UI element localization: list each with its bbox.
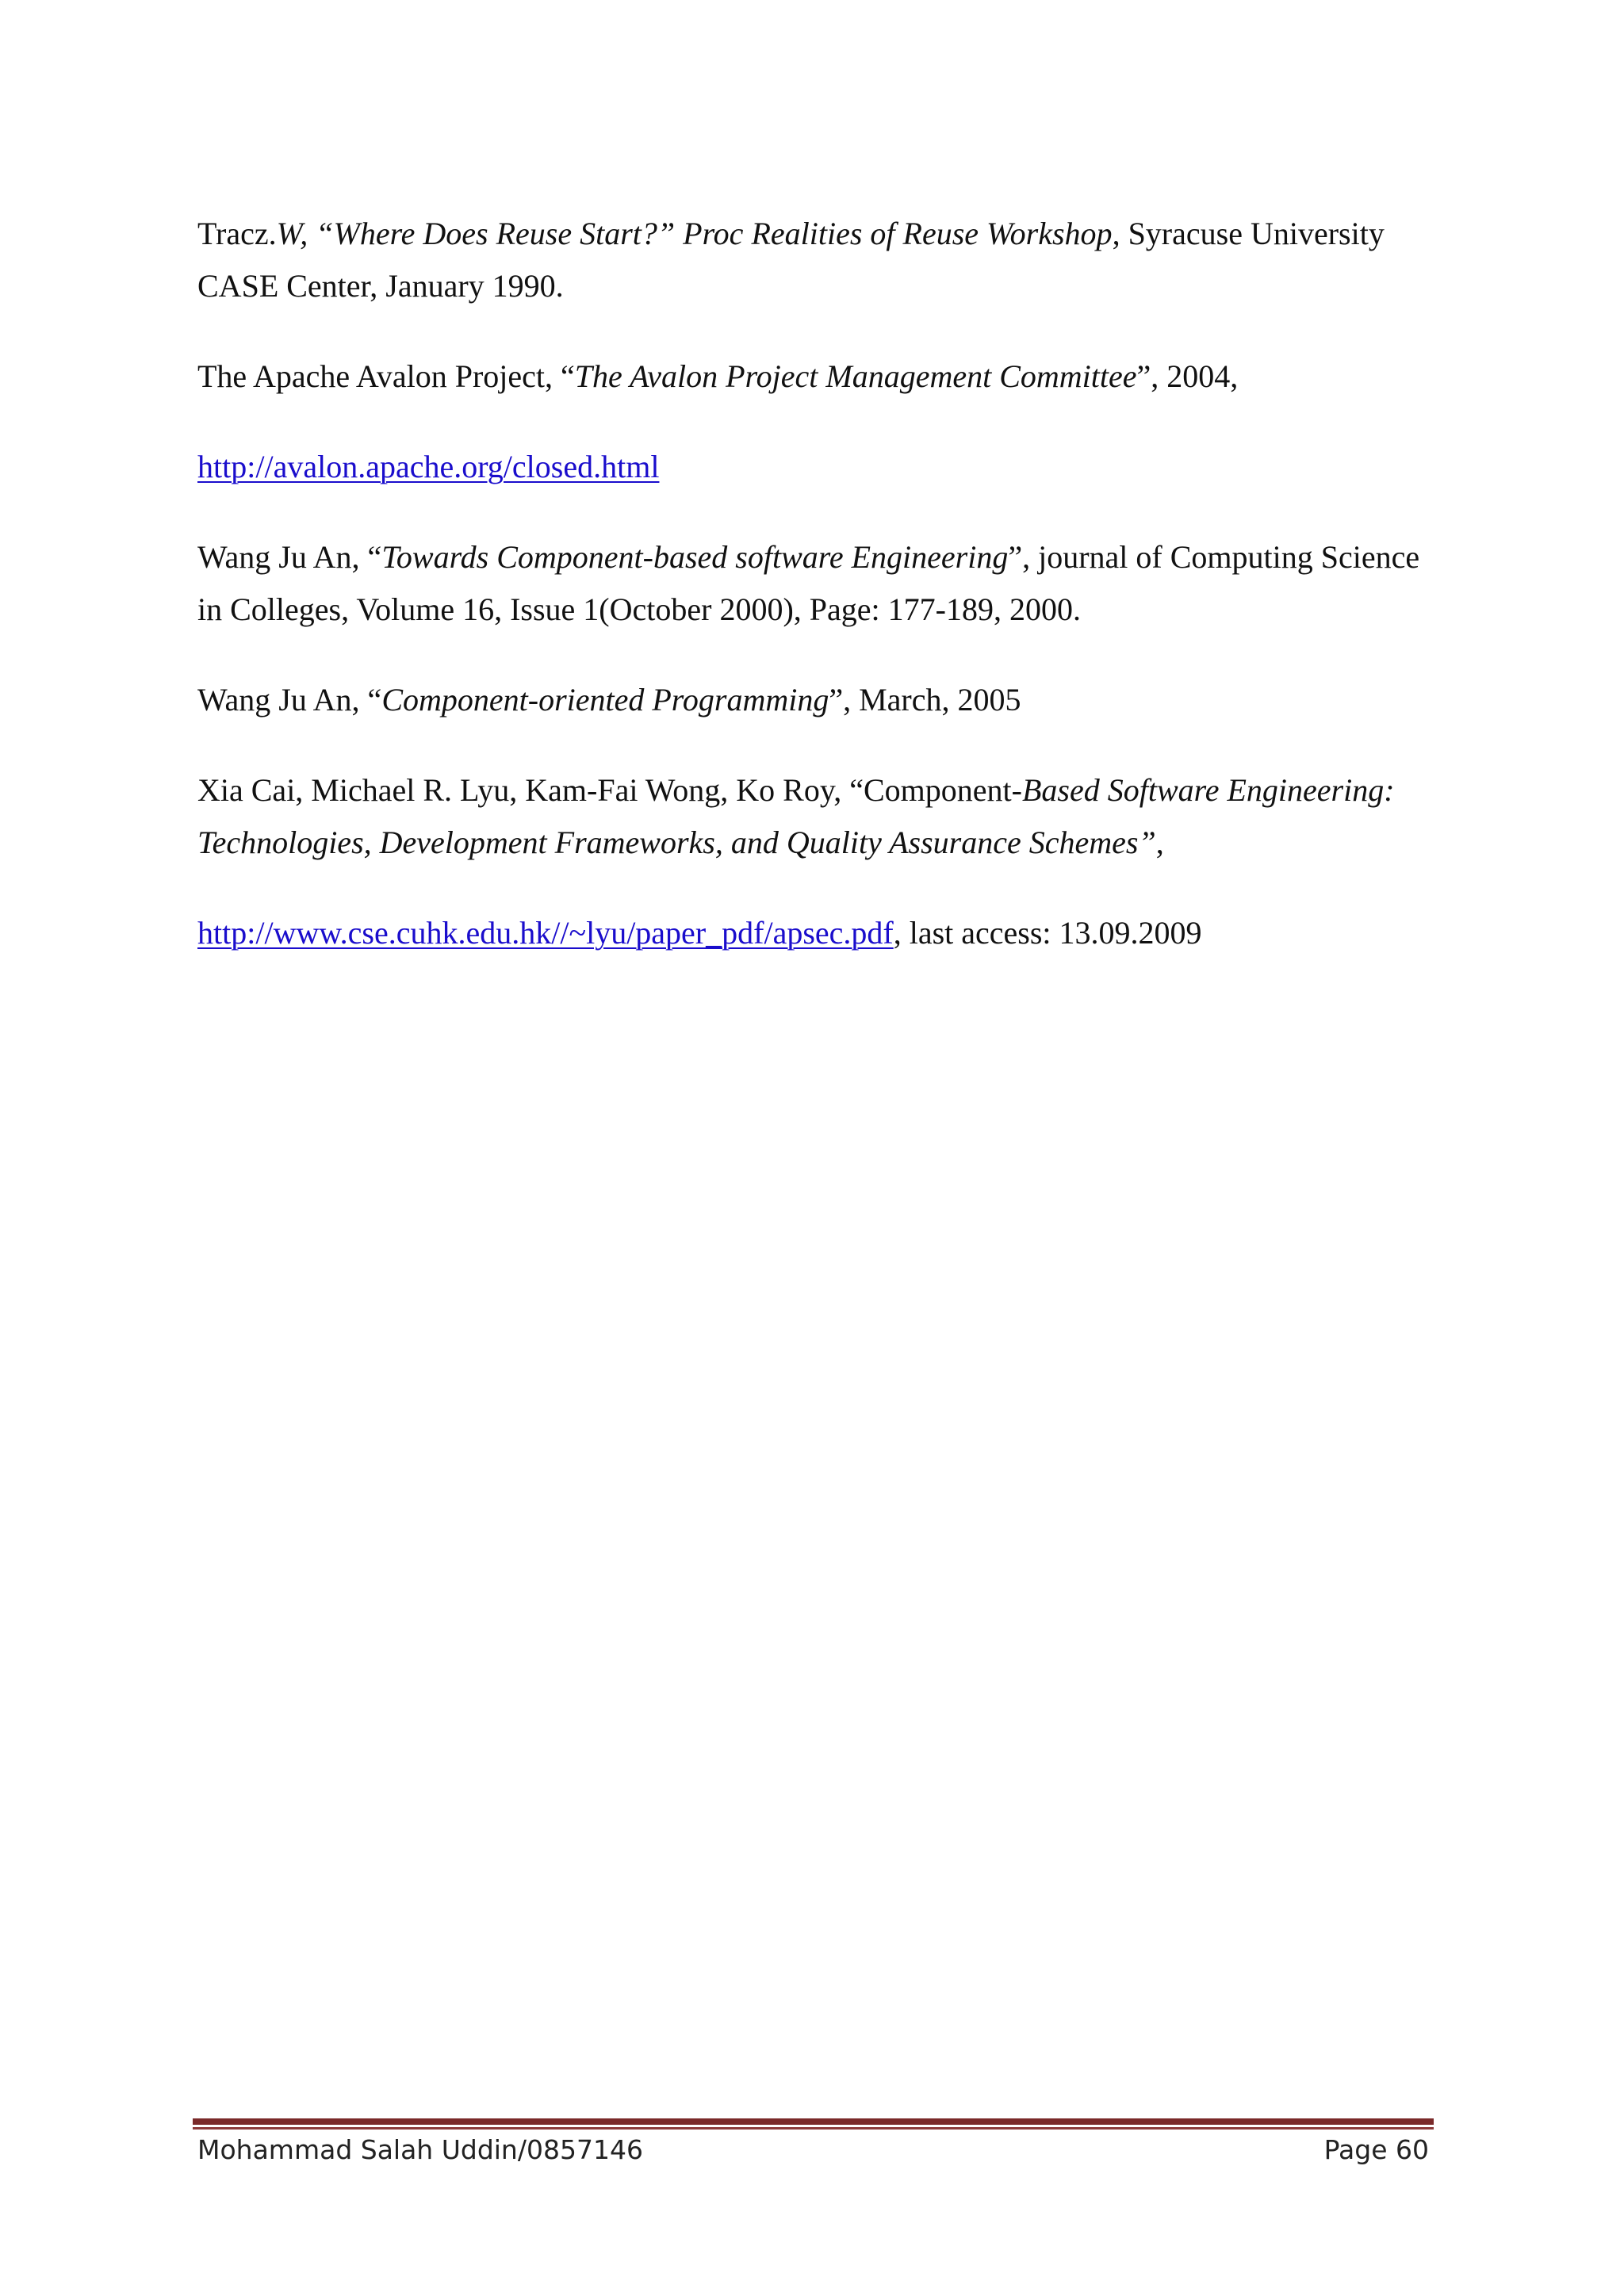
- reference-wang-2: [197, 674, 1434, 726]
- reference-xia-url: [197, 907, 1434, 959]
- ref-text: ,: [1155, 825, 1164, 860]
- ref-text: ”, March, 2005: [829, 682, 1021, 718]
- page-footer: [197, 2134, 1429, 2165]
- ref-text: ”, 2004,: [1136, 358, 1239, 394]
- page-number: Page 60: [1323, 2134, 1429, 2165]
- reference-xia: [197, 764, 1434, 869]
- reference-avalon: [197, 350, 1434, 403]
- ref-text: ”, journal of Computing Science in Colleges, Volume 16, Issue 1(October 2000), Page: 177-189, 2000.: [197, 539, 1420, 627]
- apsec-link[interactable]: http://www.cse.cuhk.edu.hk//~lyu/paper_pdf/apsec.pdf: [197, 915, 894, 951]
- ref-text: Tracz.: [197, 216, 277, 251]
- footer-rule-thin: [193, 2127, 1434, 2130]
- ref-title: Towards Component-based software Engineering: [381, 539, 1009, 575]
- ref-text: , last access: 13.09.2009: [893, 915, 1202, 951]
- ref-title: W, “Where Does Reuse Start?” Proc Realities of Reuse Workshop: [276, 216, 1113, 251]
- ref-text: The Apache Avalon Project, “: [197, 358, 575, 394]
- ref-title: The Avalon Project Management Committee: [574, 358, 1137, 394]
- ref-text: , Syracuse University CASE Center, January 1990.: [197, 216, 1385, 304]
- ref-text: Wang Ju An, “: [197, 682, 382, 718]
- reference-avalon-url: [197, 441, 1434, 493]
- ref-title: Based Software Engineering: Technologies, Development Frameworks, and Quality Assurance Schemes”: [197, 772, 1395, 860]
- ref-title: Component-oriented Programming: [381, 682, 829, 718]
- reference-wang-1: [197, 531, 1434, 636]
- avalon-link[interactable]: http://avalon.apache.org/closed.html: [197, 449, 660, 484]
- ref-text: Wang Ju An, “: [197, 539, 382, 575]
- reference-list: [197, 208, 1434, 997]
- footer-author: Mohammad Salah Uddin/0857146: [197, 2134, 643, 2165]
- reference-tracz: [197, 208, 1434, 312]
- footer-rule: [193, 2118, 1434, 2125]
- ref-text: Xia Cai, Michael R. Lyu, Kam-Fai Wong, Ko Roy, “Component-: [197, 772, 1022, 808]
